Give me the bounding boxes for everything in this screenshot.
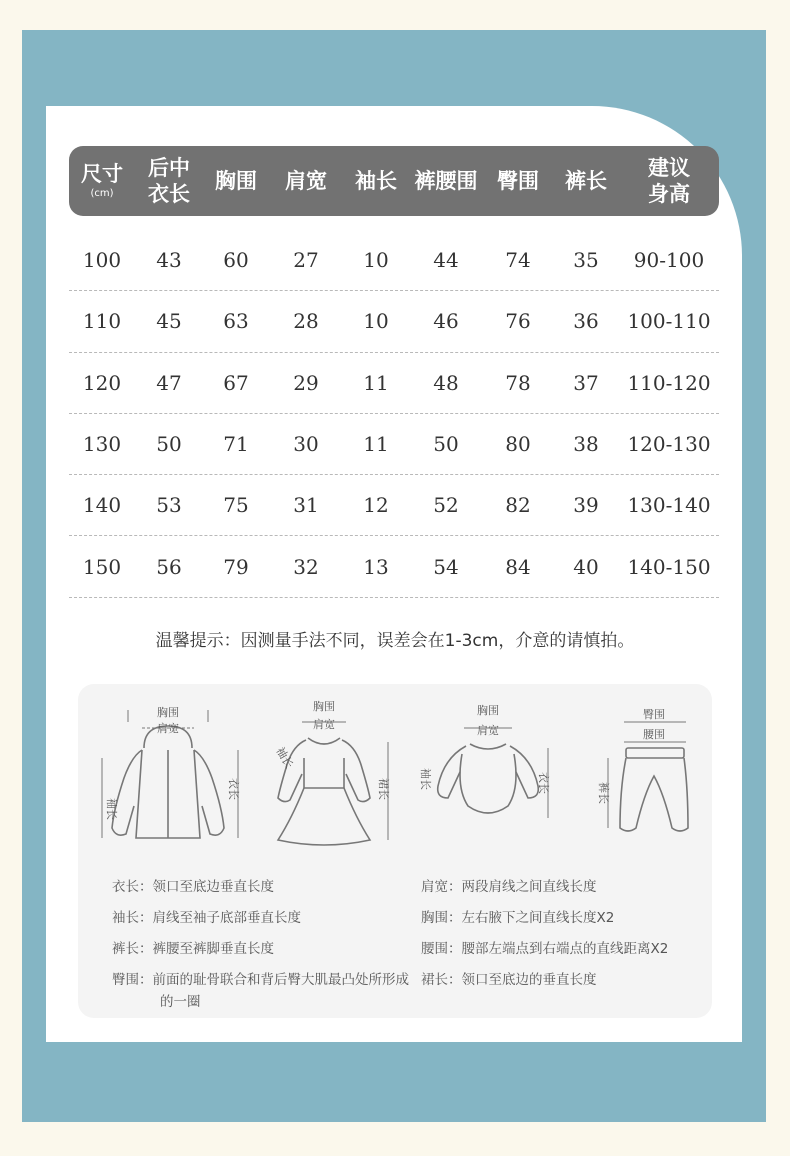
cell: 130 xyxy=(82,432,122,457)
table-row xyxy=(69,230,719,291)
dress-shoulder-label: 肩宽 xyxy=(313,718,335,731)
romper-figure xyxy=(404,698,554,858)
cell: 46 xyxy=(433,309,459,334)
cell: 31 xyxy=(293,493,319,518)
table-row xyxy=(69,475,719,536)
note-waist: 腰围：腰部左端点到右端点的直线距离X2 xyxy=(421,941,669,957)
note-shoulder: 肩宽：两段肩线之间直线长度 xyxy=(421,879,597,895)
cell: 38 xyxy=(573,432,599,457)
table-row xyxy=(69,536,719,597)
cell: 120 xyxy=(82,370,122,395)
note-skirt: 裙长：领口至底边的垂直长度 xyxy=(421,972,597,988)
cell: 63 xyxy=(223,309,249,334)
cell: 80 xyxy=(505,432,531,457)
cell: 52 xyxy=(433,493,459,518)
dress-figure xyxy=(248,698,398,858)
cell: 30 xyxy=(293,432,319,457)
cell: 78 xyxy=(505,370,531,395)
cell: 39 xyxy=(573,493,599,518)
note-chest: 胸围：左右腋下之间直线长度X2 xyxy=(421,910,615,926)
pants-hip-label: 臀围 xyxy=(643,708,665,721)
cell: 45 xyxy=(156,309,182,334)
romper-sleeve-label: 袖长 xyxy=(419,768,432,790)
header-shoulder: 肩宽 xyxy=(285,169,327,193)
header-hip: 臀围 xyxy=(497,169,539,193)
jacket-shoulder-label: 肩宽 xyxy=(157,722,179,735)
cell: 44 xyxy=(433,248,459,273)
cell: 110 xyxy=(82,309,122,334)
cell: 150 xyxy=(82,554,122,579)
cell: 11 xyxy=(363,370,389,395)
cell: 27 xyxy=(293,248,319,273)
cell: 28 xyxy=(293,309,319,334)
table-row xyxy=(69,291,719,352)
pants-length-label: 裤长 xyxy=(597,782,610,804)
pants-figure xyxy=(564,698,704,858)
cell: 67 xyxy=(223,370,249,395)
cell: 40 xyxy=(573,554,599,579)
table-row xyxy=(69,414,719,475)
jacket-figure xyxy=(92,698,242,858)
jacket-length-label: 衣长 xyxy=(227,778,240,800)
cell: 75 xyxy=(223,493,249,518)
cell: 29 xyxy=(293,370,319,395)
measurement-tip: 温馨提示：因测量手法不同，误差会在1-3cm，介意的请慎拍。 xyxy=(155,631,635,651)
romper-length-label: 衣长 xyxy=(537,772,550,794)
notes-left xyxy=(112,872,422,1013)
cell: 71 xyxy=(223,432,249,457)
cell: 90-100 xyxy=(633,248,705,273)
header-size: 尺寸 (cm) xyxy=(81,162,123,199)
cell: 53 xyxy=(156,493,182,518)
pants-waist-label: 腰围 xyxy=(643,728,665,741)
dress-sleeve-label: 袖长 xyxy=(273,745,296,771)
cell: 120-130 xyxy=(627,432,711,457)
cell: 13 xyxy=(363,554,389,579)
cell: 50 xyxy=(156,432,182,457)
cell: 48 xyxy=(433,370,459,395)
romper-chest-label: 胸围 xyxy=(477,704,499,717)
header-pants-length: 裤长 xyxy=(565,169,607,193)
cell: 130-140 xyxy=(627,493,711,518)
size-table-header xyxy=(69,146,719,216)
header-back-length: 后中 衣长 xyxy=(148,156,190,206)
note-sleeve: 袖长：肩线至袖子底部垂直长度 xyxy=(112,910,301,926)
header-chest: 胸围 xyxy=(215,169,257,193)
cell: 100-110 xyxy=(627,309,711,334)
cell: 10 xyxy=(363,248,389,273)
measurement-diagram xyxy=(78,684,712,1018)
cell: 12 xyxy=(363,493,389,518)
dress-skirt-label: 裙长 xyxy=(377,778,390,800)
cell: 140-150 xyxy=(627,554,711,579)
cell: 82 xyxy=(505,493,531,518)
header-pants-waist: 裤腰围 xyxy=(414,169,478,193)
cell: 74 xyxy=(505,248,531,273)
cell: 43 xyxy=(156,248,182,273)
note-pants-length: 裤长：裤腰至裤脚垂直长度 xyxy=(112,941,274,957)
cell: 100 xyxy=(82,248,122,273)
cell: 60 xyxy=(223,248,249,273)
size-table-body xyxy=(69,230,719,598)
cell: 84 xyxy=(505,554,531,579)
cell: 56 xyxy=(156,554,182,579)
cell: 37 xyxy=(573,370,599,395)
cell: 54 xyxy=(433,554,459,579)
cell: 76 xyxy=(505,309,531,334)
romper-shoulder-label: 肩宽 xyxy=(477,724,499,737)
jacket-sleeve-label: 袖长 xyxy=(105,798,118,820)
dress-chest-label: 胸围 xyxy=(313,700,335,713)
note-length: 衣长：领口至底边垂直长度 xyxy=(112,879,274,895)
cell: 47 xyxy=(156,370,182,395)
header-height: 建议 身高 xyxy=(648,156,690,206)
table-row xyxy=(69,353,719,414)
cell: 32 xyxy=(293,554,319,579)
cell: 140 xyxy=(82,493,122,518)
cell: 10 xyxy=(363,309,389,334)
cell: 50 xyxy=(433,432,459,457)
note-hip: 臀围：前面的耻骨联合和背后臀大肌最凸处所形成的一圈 xyxy=(112,972,409,1010)
cell: 35 xyxy=(573,248,599,273)
cell: 110-120 xyxy=(627,370,711,395)
cell: 11 xyxy=(363,432,389,457)
jacket-chest-label: 胸围 xyxy=(157,706,179,719)
notes-right xyxy=(421,872,711,996)
cell: 36 xyxy=(573,309,599,334)
header-sleeve: 袖长 xyxy=(355,169,397,193)
cell: 79 xyxy=(223,554,249,579)
